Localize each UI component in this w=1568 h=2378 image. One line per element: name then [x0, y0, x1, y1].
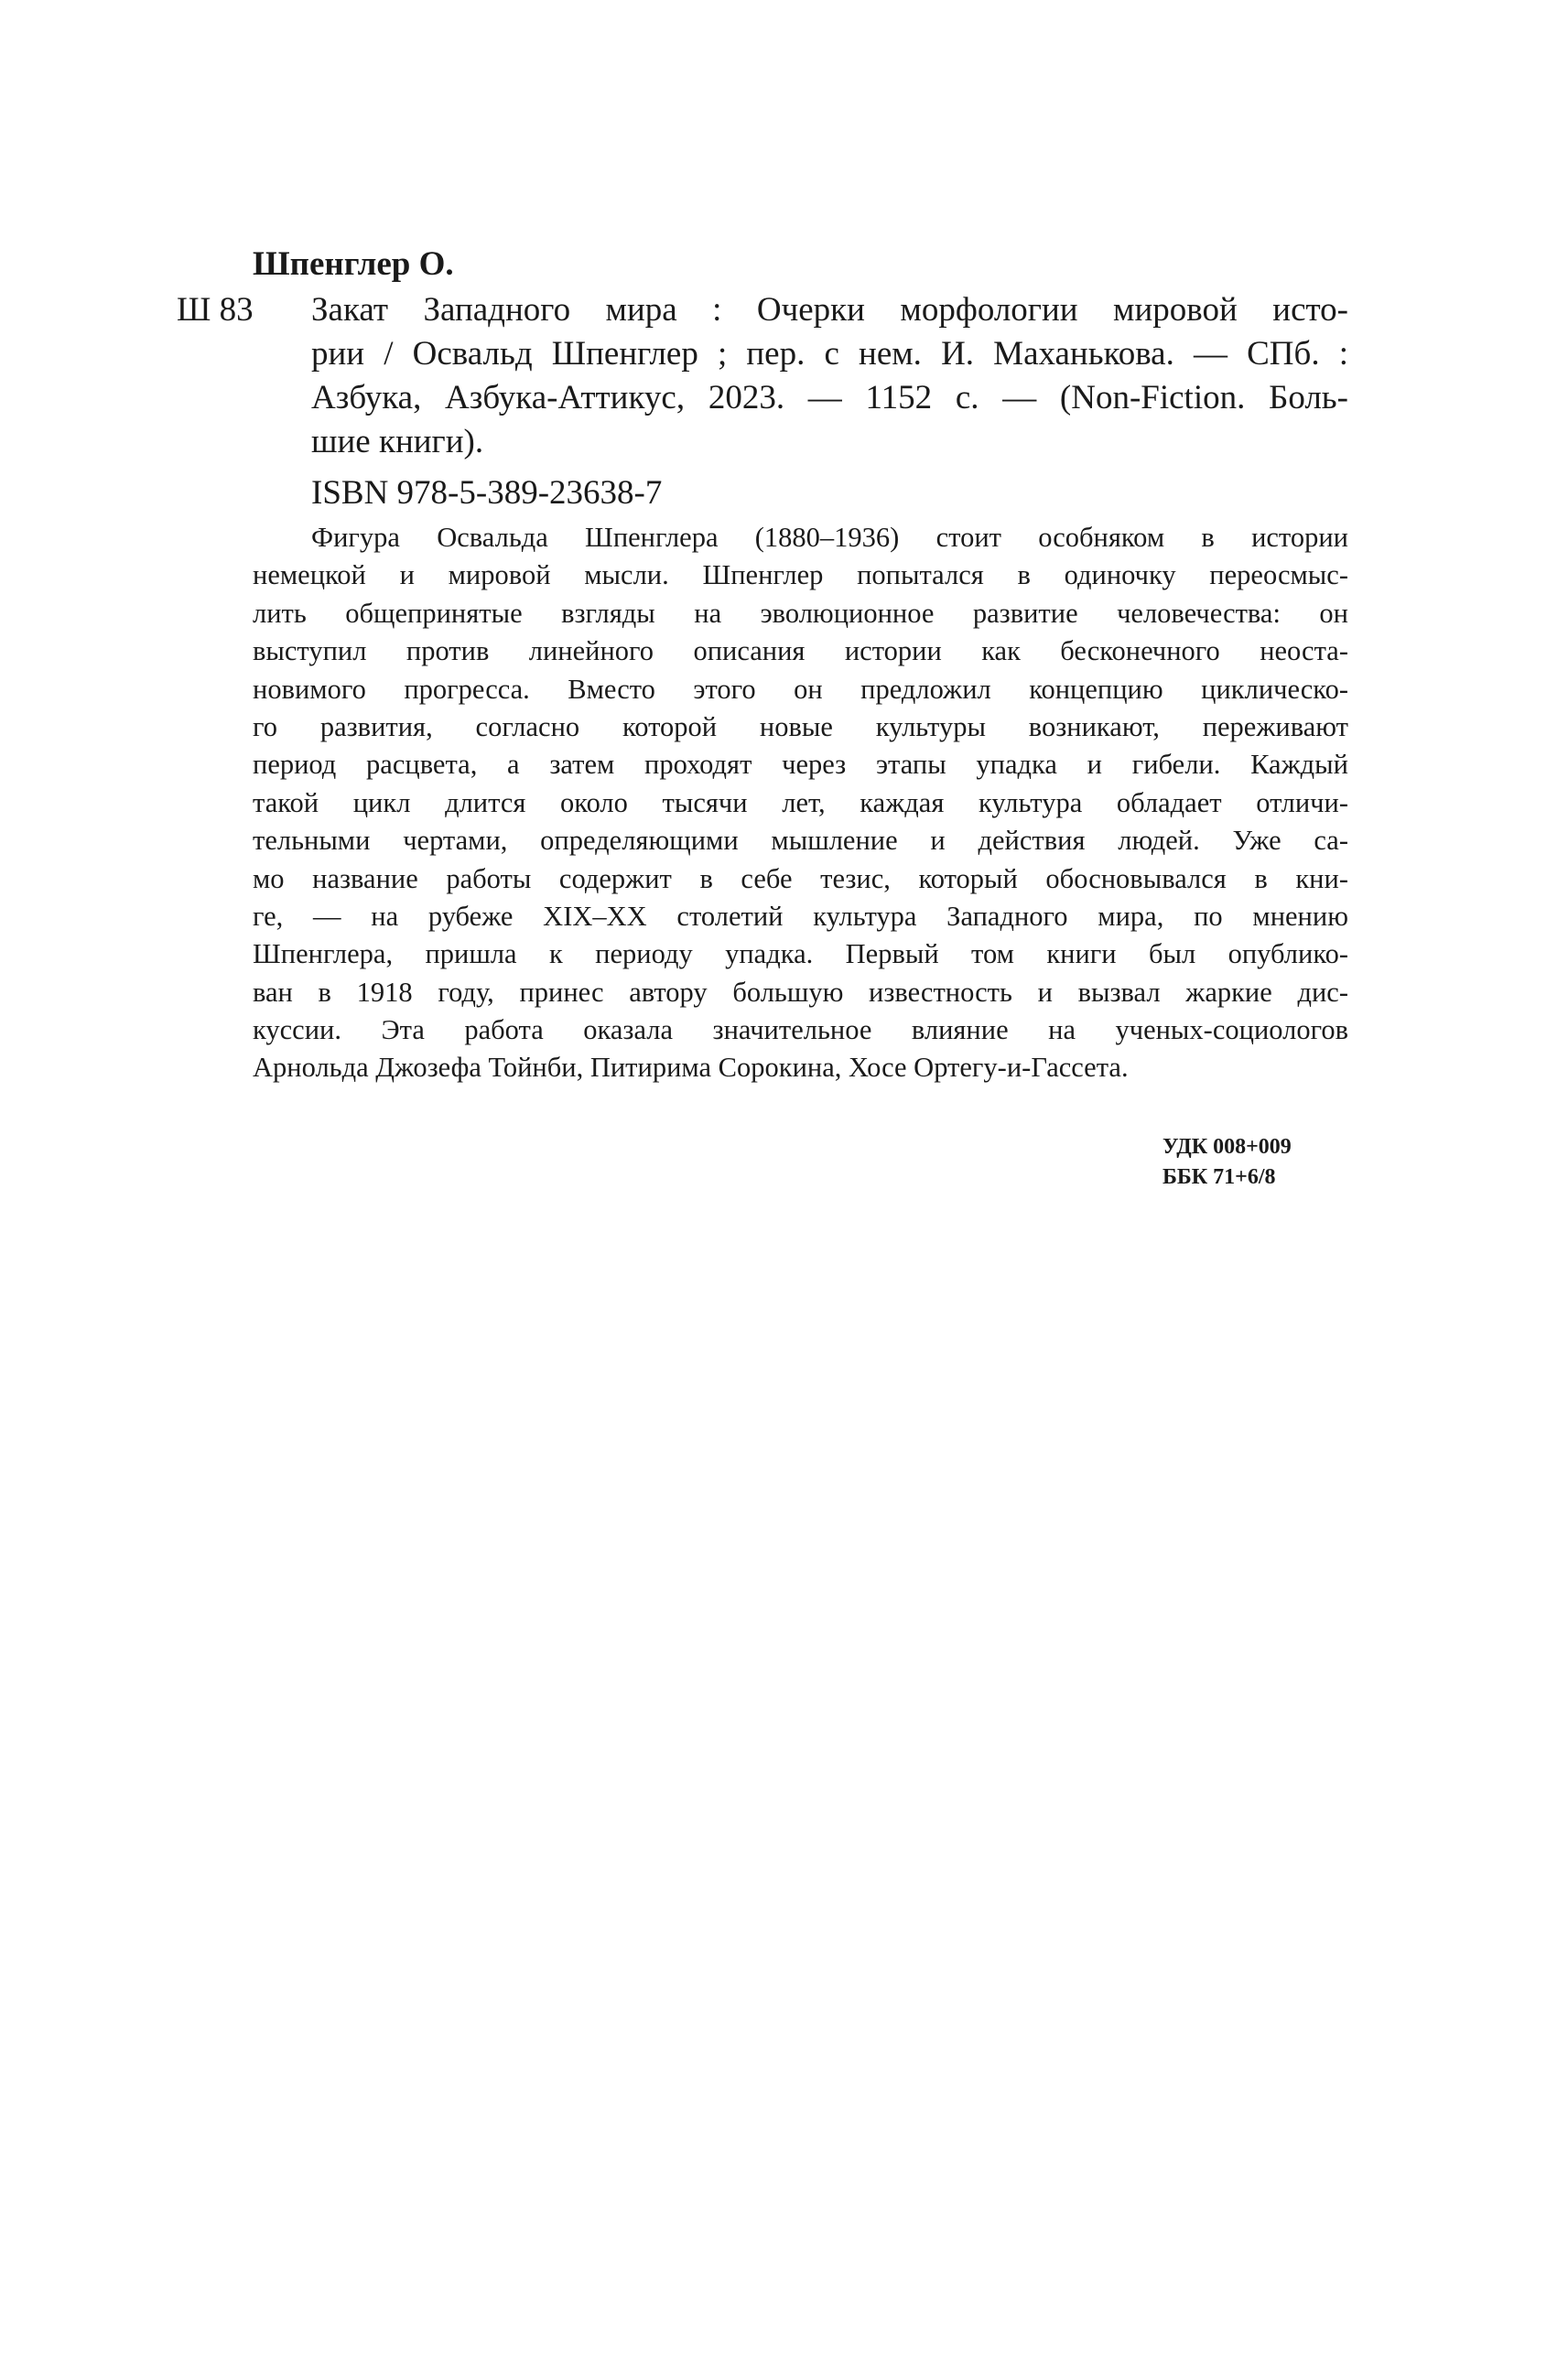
annotation-line: немецкой и мировой мысли. Шпенглер попытался в одиночку переосмыс- — [253, 559, 1348, 591]
annotation-line: ван в 1918 году, принес автору большую известность и вызвал жаркие дис- — [253, 976, 1348, 1008]
annotation-line: тельными чертами, определяющими мышление и действия людей. Уже са- — [253, 825, 1348, 857]
bibliographic-line: шие книги). — [311, 423, 484, 460]
annotation-line: Фигура Освальда Шпенглера (1880–1936) стоит особняком в истории — [311, 522, 1348, 553]
bibliographic-description — [311, 288, 1348, 464]
annotation — [253, 519, 1348, 1087]
annotation-line: го развития, согласно которой новые культуры возникают, переживают — [253, 710, 1348, 742]
author-heading: Шпенглер О. — [253, 245, 454, 283]
bbk-code: ББК 71+6/8 — [1162, 1165, 1276, 1189]
annotation-line: выступил против линейного описания истории как бесконечного неоста- — [253, 635, 1348, 667]
author-mark: Ш 83 — [177, 291, 254, 329]
annotation-line: Арнольда Джозефа Тойнби, Питирима Сорокина, Хосе Ортегу-и-Гассета. — [253, 1052, 1129, 1084]
annotation-line: куссии. Эта работа оказала значительное влияние на ученых-социологов — [253, 1014, 1348, 1046]
bibliographic-line: рии / Освальд Шпенглер ; пер. с нем. И. Маханькова. — СПб. : — [311, 335, 1348, 373]
annotation-line: мо название работы содержит в себе тезис, который обосновывался в кни- — [253, 862, 1348, 894]
annotation-line: Шпенглера, пришла к периоду упадка. Первый том книги был опублико- — [253, 938, 1348, 970]
bibliographic-line: Закат Западного мира : Очерки морфологии мировой исто- — [311, 291, 1348, 329]
annotation-line: новимого прогресса. Вместо этого он предложил концепцию циклическо- — [253, 673, 1348, 705]
annotation-line: период расцвета, а затем проходят через этапы упадка и гибели. Каждый — [253, 749, 1348, 781]
annotation-line: лить общепринятые взгляды на эволюционное развитие человечества: он — [253, 597, 1348, 629]
annotation-line: такой цикл длится около тысячи лет, каждая культура обладает отличи- — [253, 786, 1348, 818]
bibliographic-line: Азбука, Азбука-Аттикус, 2023. — 1152 с. — (Non-Fiction. Боль- — [311, 379, 1348, 416]
annotation-line: ге, — на рубеже XIX–XX столетий культура Западного мира, по мнению — [253, 900, 1348, 932]
isbn: ISBN 978-5-389-23638-7 — [311, 474, 663, 512]
classification-codes — [1162, 1132, 1292, 1193]
udk-code: УДК 008+009 — [1162, 1135, 1292, 1159]
